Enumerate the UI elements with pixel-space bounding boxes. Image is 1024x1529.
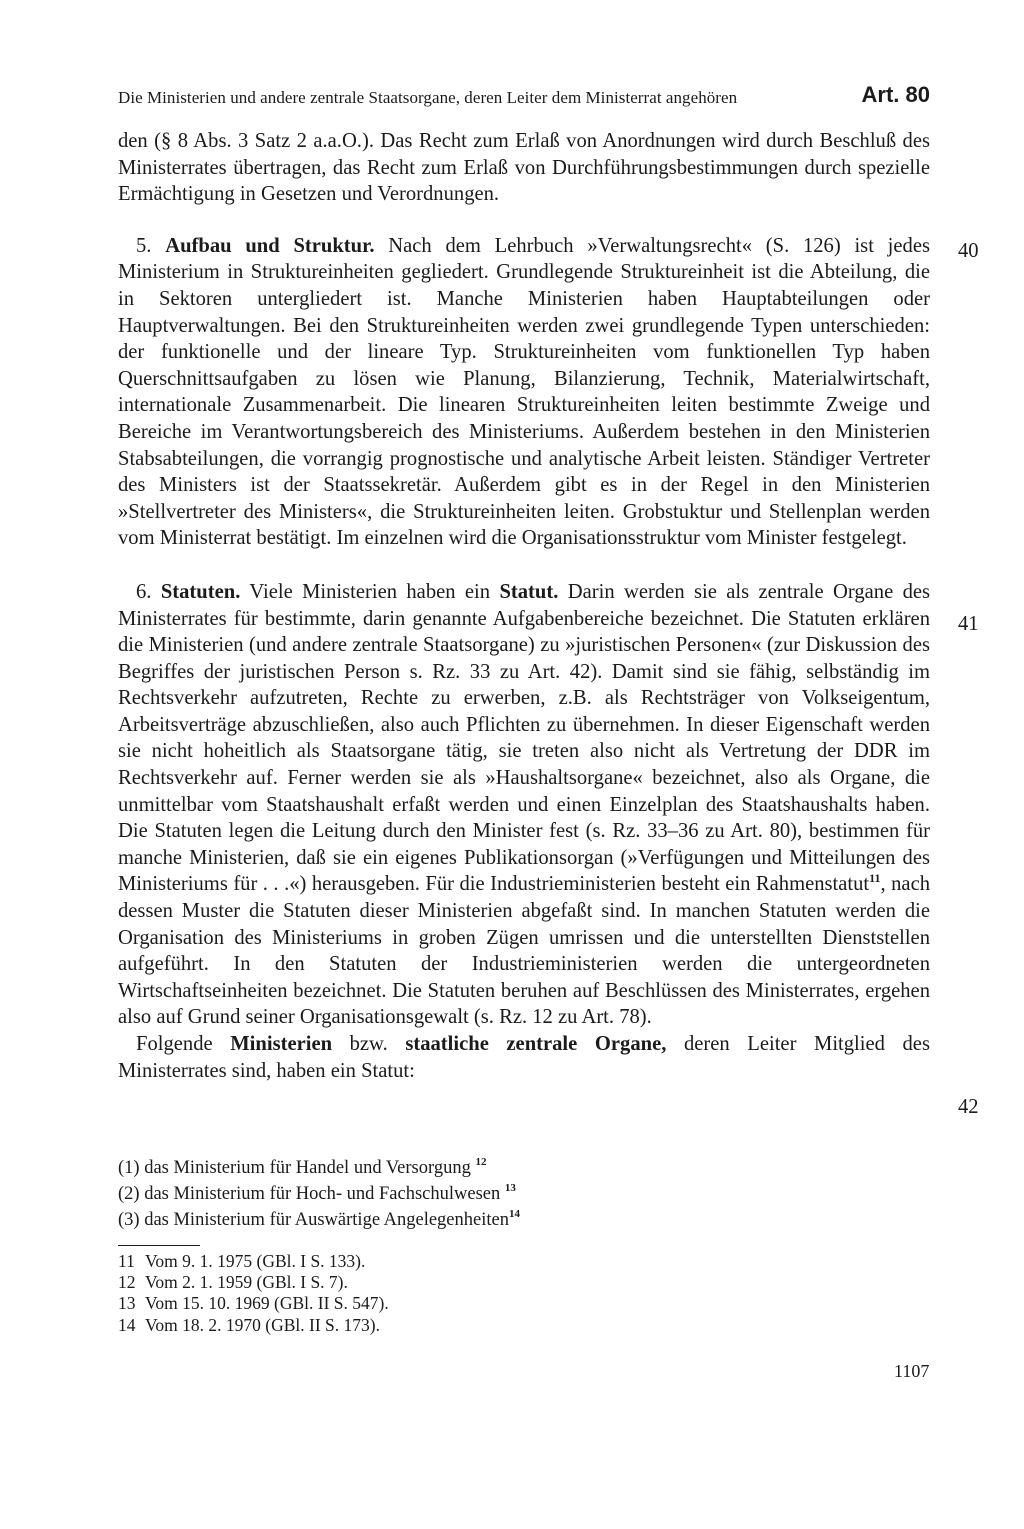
footnote-ref-11: 11 bbox=[869, 871, 881, 886]
para-42-bold-b: staatliche zentrale Organe, bbox=[405, 1033, 667, 1055]
para-42-text-a: Folgende bbox=[136, 1033, 213, 1055]
section-6-text-a: Viele Ministerien haben ein bbox=[249, 580, 491, 603]
page-number: 1107 bbox=[894, 1361, 930, 1381]
section-5-text: Nach dem Lehrbuch »Verwaltungsrecht« (S. 126) ist jedes Ministerium in Struktureinheiten gegliedert. Grundlegende Struktureinheit ist die Abteilung, die in Sektoren untergliedert ist. Manche Ministerien haben Hauptabteilungen oder Hauptverwaltungen. Bei den Struktureinheiten werden zwei grundlegende Typen unterschieden: der funktionelle und der lineare Typ. Struktureinheiten vom funktionellen Typ haben Querschnittsaufgaben zu lösen wie Planung, Bilanzierung, Technik, Materialwirtschaft, internationale Zusammenarbeit. Die linearen Struktureinheiten leiten bestimmte Zweige und Bereiche im Verantwortungsbereich des Ministeriums. Außerdem bestehen in den Ministerien Stabsabteilungen, die vorrangig prognostische und analytische Arbeit leisten. Ständiger Vertreter des Ministers ist der Staatssekretär. Außerdem gibt es in der Regel in den Ministerien »Stellvertreter des Ministers«, die Struktureinheiten leiten. Grobstuktur und Stellenplan werden vom Ministerrat bestätigt. Im einzelnen wird die Organisationsstruktur vom Minister festgelegt. bbox=[118, 234, 930, 550]
list-item: (2) das Ministerium für Hoch- und Fachschulwesen $^{13}$ bbox=[118, 1182, 516, 1204]
section-6-text-c: , nach dessen Muster die Statuten dieser Ministerien abgefaßt sind. In manchen Statuten werden die Organisation des Ministeriums in groben Zügen umrissen und die unterstellten Dienststellen aufgeführt. In den Statuten der Industrieministerien werden die untergeordneten Wirtschaftseinheiten bezeichnet. Die Statuten beruhen auf Beschlüssen des Ministerrates, ergehen also auf Grund seiner Organisationsgewalt (s. Rz. 12 zu Art. 78). bbox=[118, 873, 931, 1029]
footnote: 14 Vom 18. 2. 1970 (GBl. II S. 173). bbox=[118, 1314, 380, 1335]
list-item: (1) das Ministerium für Handel und Versorgung $^{12}$ bbox=[118, 1156, 487, 1178]
section-6-number: 6. bbox=[136, 580, 152, 603]
statute-list bbox=[118, 1155, 930, 1233]
section-5-paragraph bbox=[118, 233, 930, 552]
footnote-ref-13: 13 bbox=[504, 1182, 516, 1194]
intro-paragraph: den (§ 8 Abs. 3 Satz 2 a.a.O.). Das Recht zum Erlaß von Anordnungen wird durch Beschluß des Ministerrates übertragen, das Recht zum Erlaß von Durchführungsbestimmungen durch spezielle Ermächtigung in Gesetzen und Verordnungen. bbox=[118, 130, 930, 206]
paragraph-42 bbox=[118, 1031, 930, 1084]
section-5-number: 5. bbox=[136, 234, 152, 257]
margin-number-41: 41 bbox=[958, 613, 979, 635]
section-6-paragraph bbox=[118, 579, 930, 1031]
para-42-text-c: deren Leiter Mitglied des Ministerrates sind, haben ein Statut: bbox=[118, 1033, 930, 1082]
footnote-ref-14: 14 bbox=[508, 1208, 520, 1220]
body-text bbox=[118, 128, 930, 1084]
running-head bbox=[118, 82, 930, 112]
para-42-bold-a: Ministerien bbox=[230, 1033, 333, 1055]
article-label: Art. 80 bbox=[861, 82, 930, 107]
section-6-term: Statut. bbox=[499, 580, 559, 603]
footnote-separator bbox=[118, 1245, 200, 1246]
section-5-heading: Aufbau und Struktur. bbox=[165, 234, 375, 257]
footnote: 11 Vom 9. 1. 1975 (GBl. I S. 133). bbox=[118, 1251, 366, 1271]
margin-number-42: 42 bbox=[958, 1096, 979, 1118]
running-title: Die Ministerien und andere zentrale Staatsorgane, deren Leiter dem Ministerrat angehören bbox=[118, 88, 738, 107]
footnote: 12 Vom 2. 1. 1959 (GBl. I S. 7). bbox=[118, 1272, 348, 1293]
section-6-heading: Statuten. bbox=[160, 580, 241, 603]
margin-number-40: 40 bbox=[958, 240, 979, 262]
footnote: 13 Vom 15. 10. 1969 (GBl. II S. 547). bbox=[118, 1293, 389, 1314]
para-42-text-b: bzw. bbox=[349, 1033, 388, 1055]
footnotes bbox=[118, 1251, 930, 1336]
list-item: (3) das Ministerium für Auswärtige Angelegenheiten$^{14}$ bbox=[118, 1208, 520, 1230]
section-6-text-b: Darin werden sie als zentrale Organe des Ministerrates für bestimmte, darin genannte Aufgabenbereiche bezeichnet. Die Statuten erklären die Ministerien (und andere zentrale Staatsorgane) zu »juristischen Personen« (zur Diskussion des Begriffes der juristischen Person s. Rz. 33 zu Art. 42). Damit sind sie fähig, selbständig im Rechtsverkehr aufzutreten, Rechte zu erwerben, z.B. als Rechtsträger von Volkseigentum, Arbeitsverträge abzuschließen, also auch Pflichten zu übernehmen. In dieser Eigenschaft werden sie nicht hoheitlich als Staatsorgane tätig, sie treten also nicht als Vertretung der DDR im Rechtsverkehr auf. Ferner werden sie als »Haushaltsorgane« bezeichnet, also als Organe, die unmittelbar vom Staatshaushalt erfaßt werden und einen Einzelplan des Staatshaushalts haben. Die Statuten legen die Leitung durch den Minister fest (s. Rz. 33–36 zu Art. 80), bestimmen für manche Ministerien, daß sie ein eigenes Publikationsorgan (»Verfügungen und Mitteilungen des Ministeriums für . . .«) herausgeben. Für die Industrieministerien besteht ein Rahmenstatut bbox=[118, 580, 931, 896]
footnote-ref-12: 12 bbox=[475, 1156, 487, 1168]
